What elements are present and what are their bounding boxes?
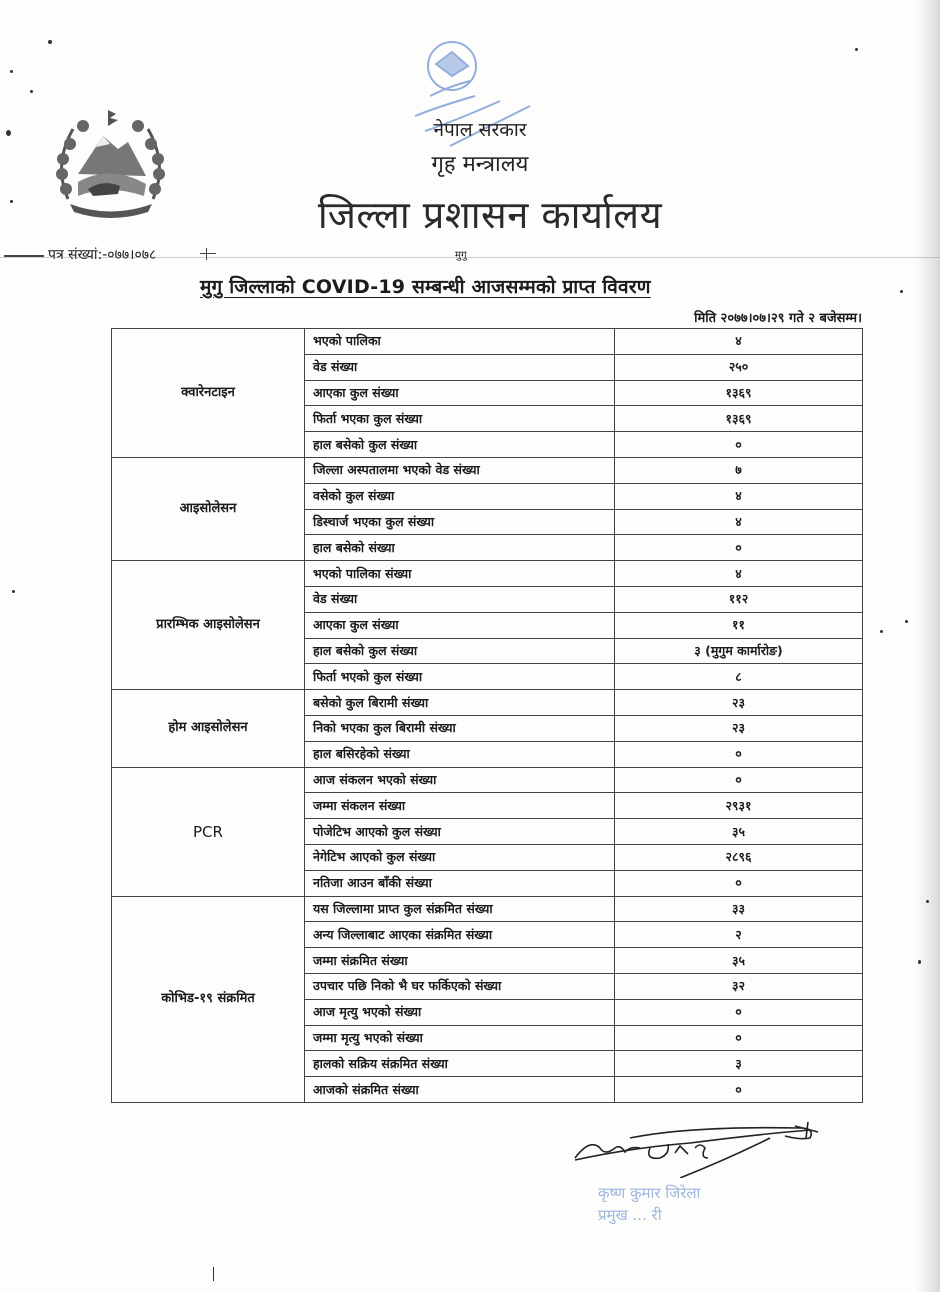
row-value: ३२ [615,973,863,999]
row-label: फिर्ता भएका कुल संख्या [305,406,615,432]
row-value: १३६९ [615,380,863,406]
table-row [112,329,863,355]
row-label: निको भएका कुल बिरामी संख्या [305,715,615,741]
scan-speck [10,200,13,203]
row-label: जम्मा संकलन संख्या [305,793,615,819]
official-stamp [598,1182,700,1226]
document-date: मिति २०७७।०७।२९ गते २ बजेसम्म। [694,311,862,326]
row-value: ३ (मुगुम कार्मारोङ) [615,638,863,664]
row-value: ७ [615,457,863,483]
row-label: भएको पालिका संख्या [305,561,615,587]
row-label: वसेको कुल संख्या [305,483,615,509]
row-value: ३५ [615,819,863,845]
row-label: आज संकलन भएको संख्या [305,767,615,793]
ministry-name: गृह मन्त्रालय [431,152,529,177]
row-value: २८९६ [615,844,863,870]
scan-speck [855,48,858,51]
row-value: ३५ [615,948,863,974]
row-label: पोजेटिभ आएको कुल संख्या [305,819,615,845]
scan-speck [12,590,15,593]
reference-number: पत्र संख्यां:-०७७।०७८ [48,247,157,263]
row-label: डिस्चार्ज भएका कुल संख्या [305,509,615,535]
place-name: मुगु [455,250,467,261]
scan-speck [918,960,921,964]
row-value: ११ [615,612,863,638]
header-divider [0,257,940,258]
row-value: २३ [615,715,863,741]
row-label: जम्मा संक्रमित संख्या [305,948,615,974]
scan-mark [213,1267,214,1281]
row-value: ४ [615,509,863,535]
covid-data-table [111,328,863,1103]
table-row [112,767,863,793]
row-value: ८ [615,664,863,690]
government-name: नेपाल सरकार [433,119,527,141]
row-label: हाल बसेको कुल संख्या [305,432,615,458]
handwritten-signature-icon [570,1118,830,1178]
row-label: हाल बसेको कुल संख्या [305,638,615,664]
row-label: हालको सक्रिय संक्रमित संख्या [305,1051,615,1077]
row-label: आज मृत्यु भएको संख्या [305,999,615,1025]
row-value: ४ [615,561,863,587]
row-label: वेड संख्या [305,586,615,612]
table-row [112,457,863,483]
table-row [112,561,863,587]
row-label: वेड संख्या [305,354,615,380]
scan-speck [48,40,52,44]
row-label: यस जिल्लामा प्राप्त कुल संक्रमित संख्या [305,896,615,922]
scan-mark [200,253,216,254]
table-row [112,896,863,922]
scan-speck [10,70,13,73]
row-value: ० [615,432,863,458]
row-value: ० [615,1077,863,1103]
row-label: अन्य जिल्लाबाट आएका संक्रमित संख्या [305,922,615,948]
category-cell: आइसोलेसन [112,457,305,560]
row-label: जम्मा मृत्यु भएको संख्या [305,1025,615,1051]
row-value: ० [615,870,863,896]
scan-speck [30,90,33,93]
scan-speck [905,620,908,623]
row-value: २५० [615,354,863,380]
row-value: ० [615,741,863,767]
document-title: मुगु जिल्लाको COVID-19 सम्बन्धी आजसम्मको प्राप्त विवरण [200,276,651,298]
row-value: ३ [615,1051,863,1077]
category-cell: PCR [112,767,305,896]
scan-mark [206,248,207,260]
scan-speck [900,290,903,293]
category-cell: कोभिड-१९ संक्रमित [112,896,305,1102]
stamp-designation: प्रमुख ... री [598,1206,662,1224]
row-value: ११२ [615,586,863,612]
category-cell: क्वारेनटाइन [112,329,305,458]
row-label: हाल बसेको संख्या [305,535,615,561]
row-value: ३३ [615,896,863,922]
stamp-name: कृष्ण कुमार जिरेला [598,1184,701,1202]
table-row [112,690,863,716]
row-value: ४ [615,329,863,355]
row-label: आएका कुल संख्या [305,612,615,638]
row-value: ४ [615,483,863,509]
row-label: आएका कुल संख्या [305,380,615,406]
scan-speck [926,900,929,903]
row-value: २९३१ [615,793,863,819]
category-cell: प्रारम्भिक आइसोलेसन [112,561,305,690]
row-value: ० [615,767,863,793]
office-name: जिल्ला प्रशासन कार्यालय [317,193,663,237]
row-label: जिल्ला अस्पतालमा भएको वेड संख्या [305,457,615,483]
row-label: हाल बसिरहेको संख्या [305,741,615,767]
row-label: बसेको कुल बिरामी संख्या [305,690,615,716]
row-label: भएको पालिका [305,329,615,355]
row-value: ० [615,535,863,561]
row-label: आजको संक्रमित संख्या [305,1077,615,1103]
row-value: ० [615,999,863,1025]
row-value: ० [615,1025,863,1051]
row-label: नतिजा आउन बाँकी संख्या [305,870,615,896]
row-value: २ [615,922,863,948]
scan-speck [880,630,883,633]
row-label: नेगेटिभ आएको कुल संख्या [305,844,615,870]
row-value: २३ [615,690,863,716]
scan-speck [6,130,11,136]
category-cell: होम आइसोलेसन [112,690,305,767]
row-label: उपचार पछि निको भै घर फर्किएको संख्या [305,973,615,999]
row-value: १३६९ [615,406,863,432]
row-label: फिर्ता भएको कुल संख्या [305,664,615,690]
